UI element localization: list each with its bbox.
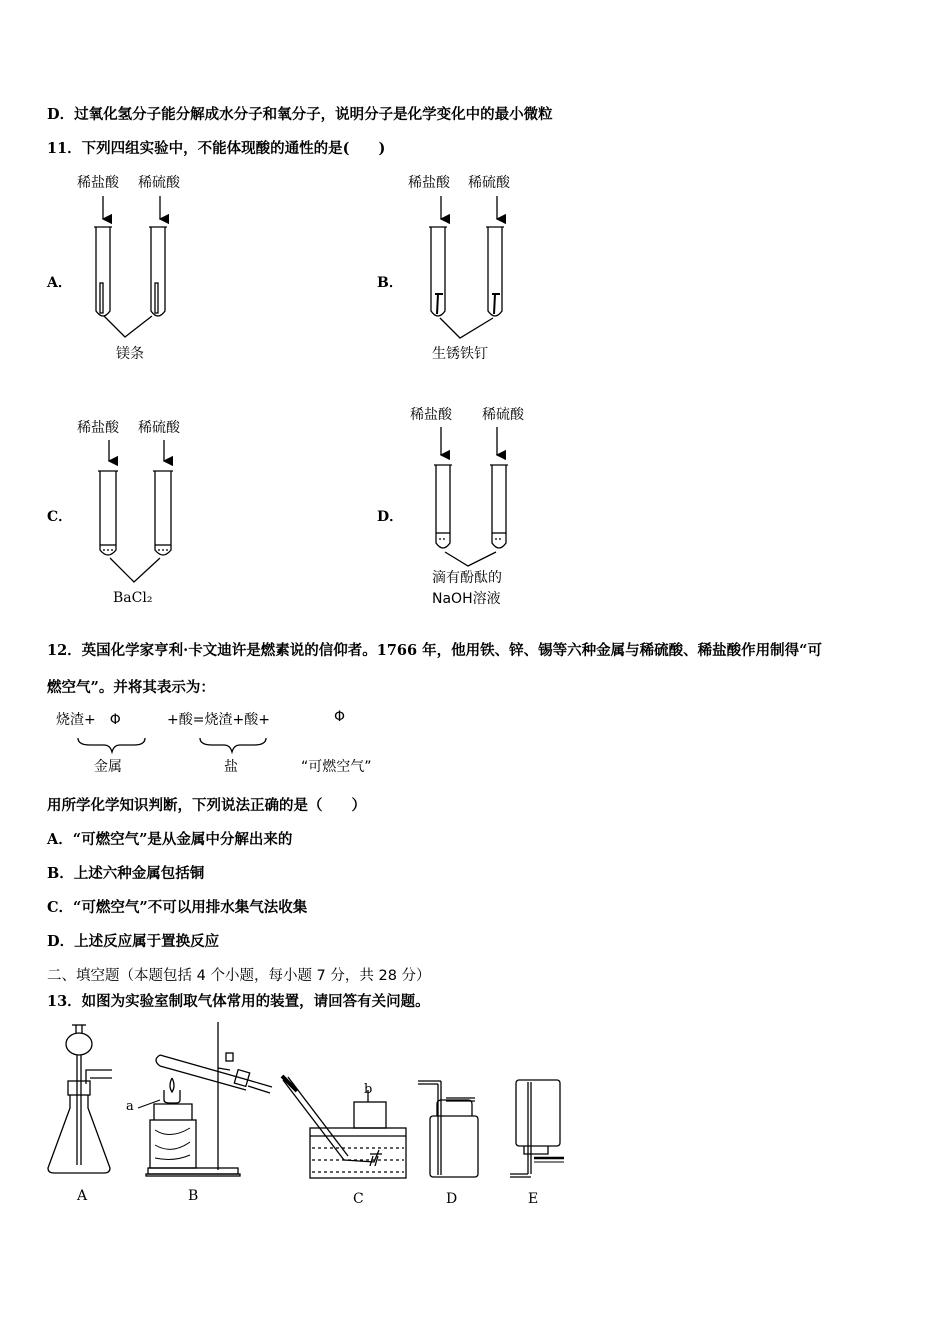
q12-stem-line2: 燃空气”。并将其表示为： [47,679,215,696]
q11d-reagent-line2: NaOH溶液 [432,591,501,607]
q11-label-b: B． [377,275,403,291]
q13-mark-b: b [364,1082,373,1097]
q11c-acid1: 稀盐酸 [77,420,119,436]
q12-eq-phi: Φ [334,709,346,725]
q12-stem-line1: 12．英国化学家亨利·卡文迪许是燃素说的信仰者。1766 年，他用铁、锌、锡等六种金属与稀硫酸、稀盐酸作用制得“可 [47,642,822,659]
q12-question: 用所学化学知识判断，下列说法正确的是（ ） [47,797,366,814]
q12-option-c: C．“可燃空气”不可以用排水集气法收集 [47,899,308,916]
q11d-acid2: 稀硫酸 [482,407,524,423]
q12-option-d: D．上述反应属于置换反应 [47,933,220,950]
q13-apparatus-a [48,1025,112,1173]
q13-apparatus-d [418,1081,478,1177]
q11d-apparatus [434,427,508,566]
q13-label-b: B [188,1188,199,1204]
q11d-acid1: 稀盐酸 [410,407,452,423]
q12-option-a: A．“可燃空气”是从金属中分解出来的 [47,831,293,848]
q12-brace-metal: 金属 [94,759,122,775]
q13-label-e: E [528,1191,539,1207]
q11c-acid2: 稀硫酸 [138,420,180,436]
section2-title: 二、填空题（本题包括 4 个小题，每小题 7 分，共 28 分） [47,968,431,984]
q11c-apparatus [98,440,173,582]
q11b-acid2: 稀硫酸 [468,175,510,191]
q11d-reagent-line1: 滴有酚酞的 [432,570,502,586]
q13-apparatus-e [510,1080,564,1177]
q13-mark-a: a [126,1099,134,1114]
q12-eq-mid: +酸=烧渣+酸+ [167,712,270,728]
q10-option-d: D．过氧化氢分子能分解成水分子和氧分子，说明分子是化学变化中的最小微粒 [47,106,553,123]
q13-stem: 13．如图为实验室制取气体常用的装置，请回答有关问题。 [47,993,430,1010]
q13-label-d: D [446,1191,458,1207]
q12-eq-left: 烧渣+ Φ [56,712,121,728]
q11a-apparatus [94,196,167,337]
q13-label-a: A [77,1188,88,1204]
q11-label-a: A． [47,275,72,291]
q11a-acid2: 稀硫酸 [138,175,180,191]
q11-label-d: D． [377,509,404,525]
q11a-acid1: 稀盐酸 [77,175,119,191]
q11-stem: 11．下列四组实验中，不能体现酸的通性的是( ) [47,140,386,157]
q12-brace-salt: 盐 [224,759,238,775]
q11b-apparatus [429,196,504,338]
q11b-reagent: 生锈铁钉 [432,346,488,362]
q13-apparatus-c [282,1076,406,1178]
q11b-acid1: 稀盐酸 [408,175,450,191]
q11-label-c: C． [47,509,73,525]
q11c-reagent: BaCl₂ [113,590,153,606]
q12-option-b: B．上述六种金属包括铜 [47,865,205,882]
q12-brace-gas: “可燃空气” [301,759,372,775]
q13-apparatus-b [138,1022,272,1176]
q11a-reagent: 镁条 [116,346,144,362]
q12-braces [78,738,266,752]
q13-label-c: C [353,1191,364,1207]
